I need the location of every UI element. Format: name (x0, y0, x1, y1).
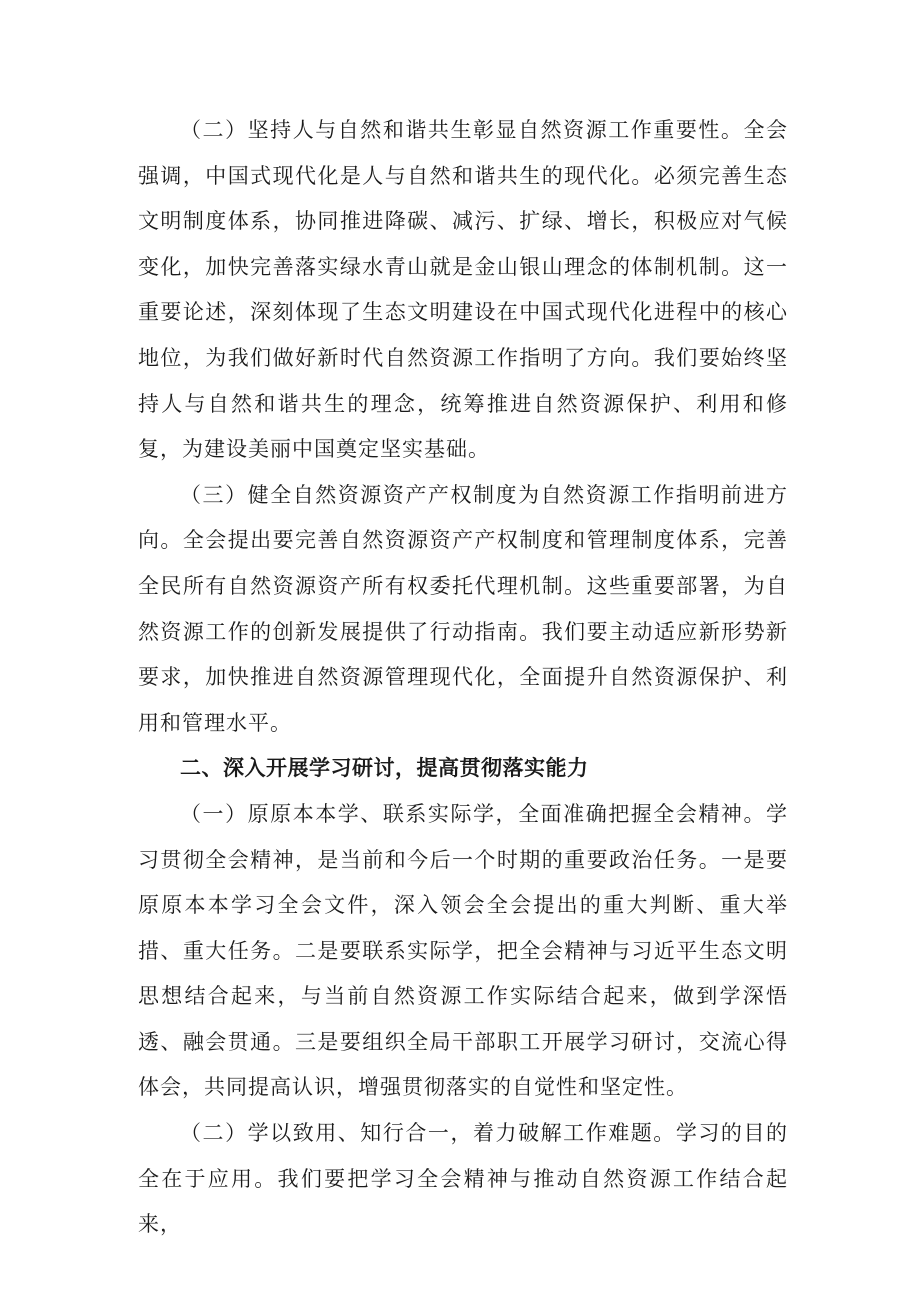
paragraph-study-original: （一）原原本本学、联系实际学，全面准确把握全会精神。学习贯彻全会精神，是当前和今后一个时期的重要政治任务。一是要原原本本学习全会文件，深入领会全会提出的重大判断、重大举措、重大任务。二是要联系实际学，把全会精神与习近平生态文明思想结合起来，与当前自然资源工作实际结合起来，做到学深悟透、融会贯通。三是要组织全局干部职工开展学习研讨，交流心得体会，共同提高认识，增强贯彻落实的自觉性和坚定性。 (138, 801, 788, 1100)
paragraph-property-rights: （三）健全自然资源资产产权制度为自然资源工作指明前进方向。全会提出要完善自然资源资产产权制度和管理制度体系，完善全民所有自然资源资产所有权委托代理机制。这些重要部署，为自然资源工作的创新发展提供了行动指南。我们要主动适应新形势新要求，加快推进自然资源管理现代化，全面提升自然资源保护、利用和管理水平。 (138, 482, 788, 735)
document-body (138, 108, 788, 1248)
paragraph-harmony-nature: （二）坚持人与自然和谐共生彰显自然资源工作重要性。全会强调，中国式现代化是人与自然和谐共生的现代化。必须完善生态文明制度体系，协同推进降碳、减污、扩绿、增长，积极应对气候变化，加快完善落实绿水青山就是金山银山理念的体制机制。这一重要论述，深刻体现了生态文明建设在中国式现代化进程中的核心地位，为我们做好新时代自然资源工作指明了方向。我们要始终坚持人与自然和谐共生的理念，统筹推进自然资源保护、利用和修复，为建设美丽中国奠定坚实基础。 (138, 118, 788, 462)
section-heading-study: 二、深入开展学习研讨，提高贯彻落实能力 (180, 756, 589, 781)
paragraph-apply-learning: （二）学以致用、知行合一，着力破解工作难题。学习的目的全在于应用。我们要把学习全会精神与推动自然资源工作结合起来， (138, 1121, 788, 1237)
